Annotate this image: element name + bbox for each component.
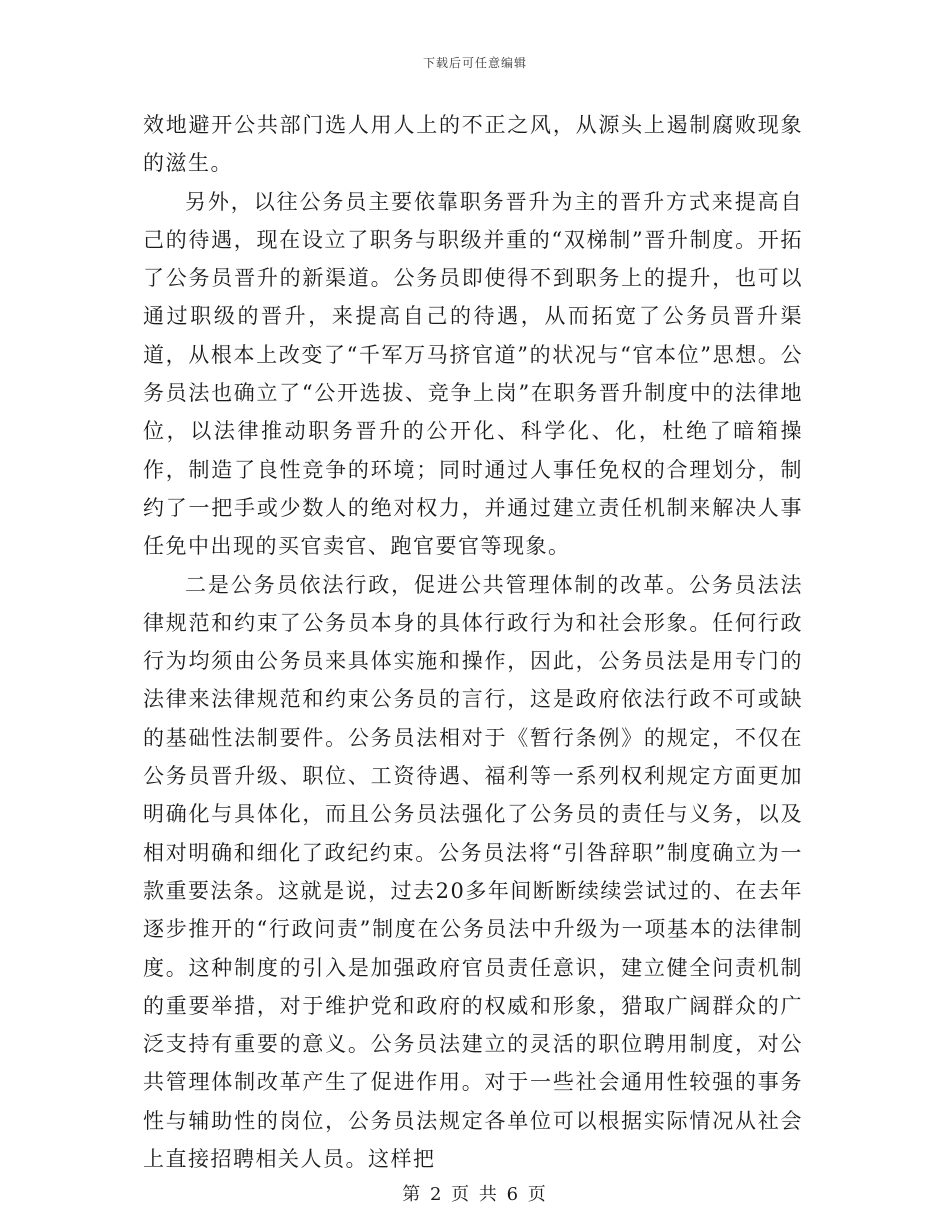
document-body [143, 106, 803, 1178]
paragraph-promotion: 另外，以往公务员主要依靠职务晋升为主的晋升方式来提高自己的待遇，现在设立了职务与职级并重的“双梯制”晋升制度。开拓了公务员晋升的新渠道。公务员即使得不到职务上的提升，也可以通过职级的晋升，来提高自己的待遇，从而拓宽了公务员晋升渠道，从根本上改变了“千军万马挤官道”的状况与“官本位”思想。公务员法也确立了“公开选拔、竞争上岗”在职务晋升制度中的法律地位，以法律推动职务晋升的公开化、科学化、化，杜绝了暗箱操作，制造了良性竞争的环境；同时通过人事任免权的合理划分，制约了一把手或少数人的绝对权力，并通过建立责任机制来解决人事任免中出现的买官卖官、跑官要官等现象。 [143, 189, 803, 559]
page-header: 下载后可任意编辑 [422, 56, 527, 70]
paragraph-continuation: 效地避开公共部门选人用人上的不正之风，从源头上遏制腐败现象的滋生。 [143, 113, 803, 176]
paragraph-administration: 二是公务员依法行政，促进公共管理体制的改革。公务员法法律规范和约束了公务员本身的具体行政行为和社会形象。任何行政行为均须由公务员来具体实施和操作，因此，公务员法是用专门的法律来法律规范和约束公务员的言行，这是政府依法行政不可或缺的基础性法制要件。公务员法相对于《暂行条例》的规定，不仅在公务员晋升级、职位、工资待遇、福利等一系列权利规定方面更加明确化与具体化，而且公务员法强化了公务员的责任与义务，以及相对明确和细化了政纪约束。公务员法将“引咎辞职”制度确立为一款重要法条。这就是说，过去20多年间断断续续尝试过的、在去年逐步推开的“行政问责”制度在公务员法中升级为一项基本的法律制度。这种制度的引入是加强政府官员责任意识，建立健全问责机制的重要举措，对于维护党和政府的权威和形象，猎取广阔群众的广泛支持有重要的意义。公务员法建立的灵活的职位聘用制度，对公共管理体制改革产生了促进作用。对于一些社会通用性较强的事务性与辅助性的岗位，公务员法规定各单位可以根据实际情况从社会上直接招聘相关人员。这样把 [143, 572, 803, 1172]
page-number-footer: 第 2 页 共 6 页 [402, 1184, 548, 1205]
